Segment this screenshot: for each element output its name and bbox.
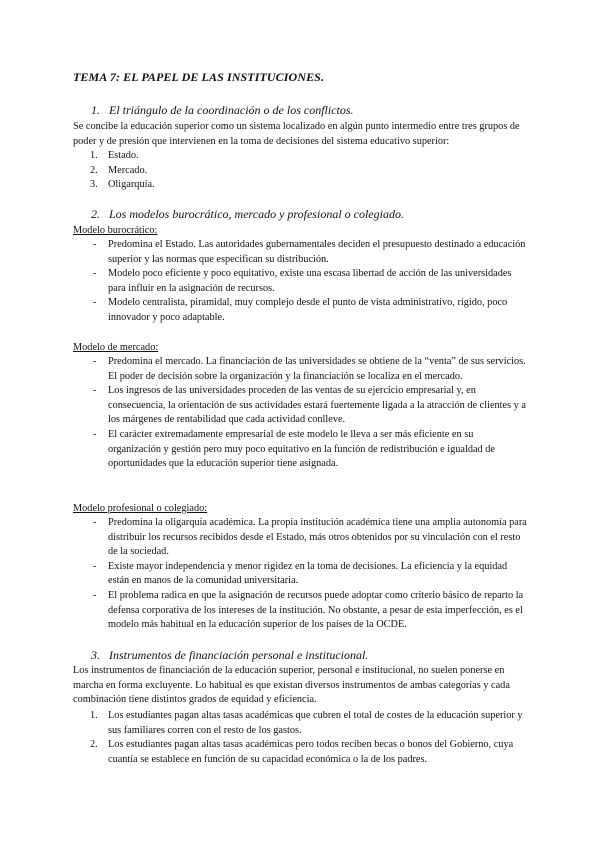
list-item: - El carácter extremadamente empresarial de este modelo le lleva a ser más eficiente en su organización y gestión pero muy poco equitativo en la función de redistribución e igualdad de oportunidades que la educación superior tiene asignada. bbox=[93, 428, 495, 470]
list-item: - Predomina el mercado. La financiación de las universidades se obtiene de la “venta” de sus servicios. El poder de decisión sobre la organización y la financiación se localiza en el mercado. bbox=[93, 356, 526, 382]
financing-combinations-list bbox=[73, 709, 528, 767]
section-2-title: Los modelos burocrático, mercado y profesional o colegiado. bbox=[109, 207, 404, 221]
list-item: - Predomina el Estado. Las autoridades gubernamentales deciden el presupuesto destinado a educación superior y las normas que especifican su distribución. bbox=[93, 239, 526, 265]
model-bureaucratic-list bbox=[73, 238, 528, 326]
section-1-heading bbox=[91, 103, 354, 118]
model-professional-heading: Modelo profesional o colegiado: bbox=[73, 503, 208, 514]
model-market-list bbox=[73, 355, 528, 472]
model-market-heading: Modelo de mercado: bbox=[73, 342, 159, 353]
list-item: - Existe mayor independencia y menor rigidez en la toma de decisiones. La eficiencia y la equidad están en manos de la comunidad universitaria. bbox=[93, 560, 508, 587]
section-3-number: 3. bbox=[91, 648, 100, 662]
section-1-intro: Se concibe la educación superior como un sistema localizado en algún punto intermedio entre tres grupos de poder y de presión que intervienen en la toma de decisiones del sistema educativo superior: bbox=[73, 121, 520, 147]
list-item: 2. Mercado. bbox=[90, 164, 148, 176]
list-item: - Predomina la oligarquía académica. La propia institución académica tiene una amplia autonomía para distribuir los recursos recibidos desde el Estado, más otros obtenidos por su vinculación con el resto de la sociedad. bbox=[93, 517, 527, 558]
list-item: 1. Los estudiantes pagan altas tasas académicas que cubren el total de costes de la educación superior y sus familiares corren con el resto de los gastos. bbox=[90, 710, 523, 736]
list-item: 3. Oligarquía. bbox=[90, 179, 155, 191]
section-2-number: 2. bbox=[91, 207, 100, 221]
list-item: 2. Los estudiantes pagan altas tasas académicas pero todos reciben becas o bonos del Gobierno, cuya cuantía se establece en función de su capacidad económica o la de los padres. bbox=[90, 739, 514, 765]
section-1-number: 1. bbox=[91, 103, 100, 117]
list-item: - Los ingresos de las universidades proceden de las ventas de su ejercicio empresarial y, en consecuencia, la orientación de sus actividades estará fuertemente ligada a la atracción de clientes y a los márgenes de rentabilidad que cada actividad conlleve. bbox=[93, 385, 526, 426]
list-item: 1. Estado. bbox=[90, 150, 139, 161]
section-3-intro: Los instrumentos de financiación de la educación superior, personal e institucional, no suelen ponerse en marcha en forma excluyente. Lo habitual es que existan diversos instrumentos de ambas categorías y cada combinación tiene distintos grados de equidad y eficiencia. bbox=[73, 665, 510, 706]
model-professional-list bbox=[73, 516, 528, 633]
section-3-heading bbox=[91, 648, 368, 663]
list-item: - Modelo poco eficiente y poco equitativo, existe una escasa libertad de acción de las universidades para influir en la asignación de recursos. bbox=[93, 268, 512, 294]
document-title: TEMA 7: EL PAPEL DE LAS INSTITUCIONES. bbox=[73, 70, 325, 84]
power-groups-list bbox=[73, 149, 528, 193]
section-1-title: El triángulo de la coordinación o de los conflictos. bbox=[109, 103, 354, 117]
section-3-title: Instrumentos de financiación personal e institucional. bbox=[109, 648, 369, 662]
list-item: - El problema radica en que la asignación de recursos puede adoptar como criterio básico de reparto la defensa corporativa de los intereses de la institución. No obstante, a pesar de esta imperfección, es el modelo más habitual en la educación superior de los países de la OCDE. bbox=[93, 589, 524, 631]
model-bureaucratic-heading: Modelo burocrático: bbox=[73, 225, 158, 236]
list-item: - Modelo centralista, piramidal, muy complejo desde el punto de vista administrativo, rígido, poco innovador y poco adaptable. bbox=[93, 297, 508, 323]
section-2-heading bbox=[91, 207, 404, 222]
